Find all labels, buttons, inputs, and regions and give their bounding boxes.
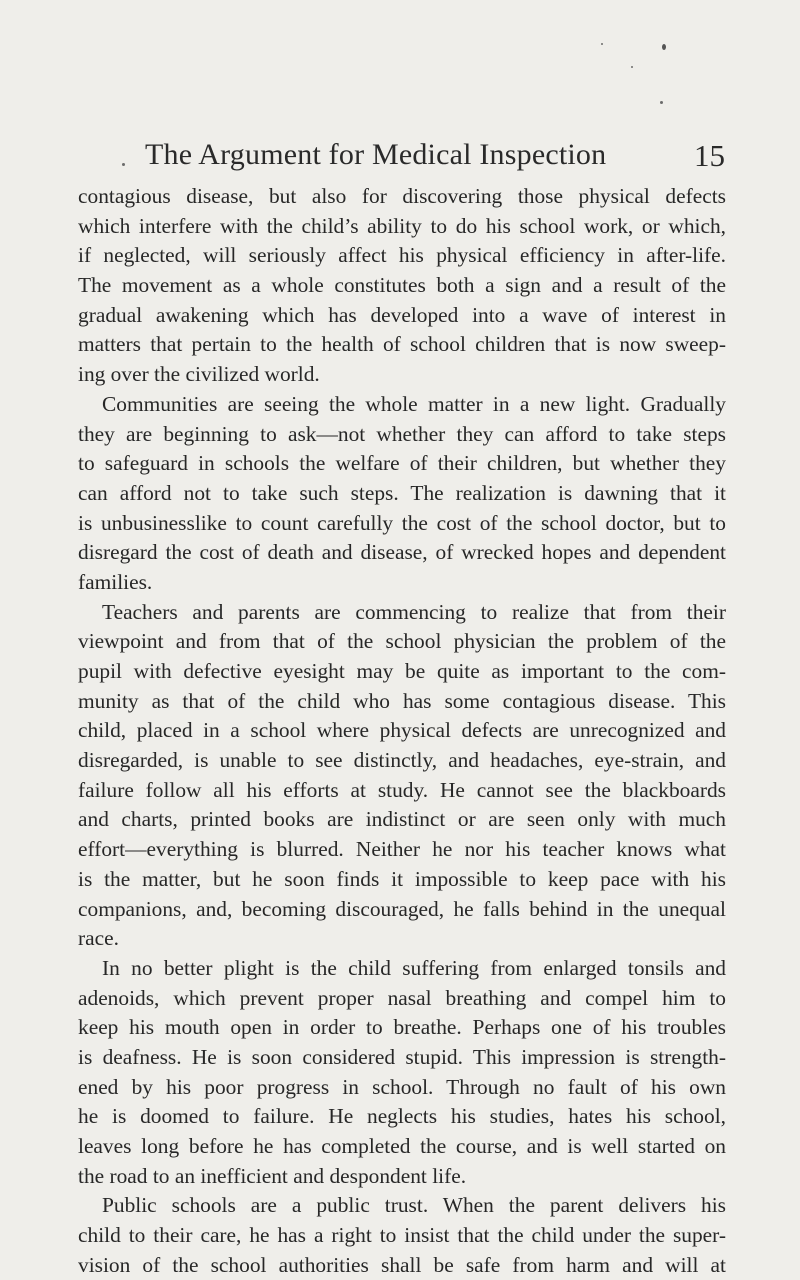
page-header — [145, 138, 725, 178]
paragraph-start-line: In no better plight is the child suffering from enlarged tonsils and — [102, 955, 726, 980]
ink-speck — [122, 163, 125, 166]
text-line: matters that pertain to the health of school children that is now sweep- — [78, 332, 726, 357]
ink-speck — [662, 44, 666, 50]
text-line: keep his mouth open in order to breathe. Perhaps one of his troubles — [78, 1015, 726, 1040]
text-line: effort—everything is blurred. Neither he nor his teacher knows what — [78, 837, 726, 862]
text-line: leaves long before he has completed the course, and is well started on — [78, 1134, 726, 1158]
text-line: vision of the school authorities shall be safe from harm and will at — [78, 1252, 726, 1277]
paragraph-end-line: ing over the civilized world. — [78, 362, 320, 387]
text-line: companions, and, becoming discouraged, he falls behind in the unequal — [78, 896, 726, 921]
ink-speck — [660, 101, 663, 104]
text-line: is the matter, but he soon finds it impossible to keep pace with his — [78, 866, 726, 891]
paragraph-start-line: Public schools are a public trust. When the parent delivers his — [102, 1193, 726, 1218]
ink-speck — [631, 66, 633, 68]
text-line: ened by his poor progress in school. Through no fault of his own — [78, 1074, 726, 1099]
text-line: failure follow all his efforts at study. He cannot see the blackboards — [78, 777, 726, 802]
text-line: munity as that of the child who has some contagious disease. This — [78, 688, 726, 713]
text-line: viewpoint and from that of the school physician the problem of the — [78, 629, 726, 654]
text-line: which interfere with the child’s ability to do his school work, or which, — [78, 213, 726, 238]
text-line: and charts, printed books are indistinct or are seen only with much — [78, 807, 726, 832]
body-text — [78, 182, 726, 1280]
text-line: adenoids, which prevent proper nasal breathing and compel him to — [78, 985, 726, 1010]
paragraph-end-line: race. — [78, 926, 119, 951]
paragraph-start-line: Teachers and parents are commencing to realize that from their — [102, 599, 726, 624]
text-line: pupil with defective eyesight may be quite as important to the com- — [78, 659, 726, 683]
paragraph-end-line: families. — [78, 569, 153, 594]
text-line: is unbusinesslike to count carefully the cost of the school doctor, but to — [78, 510, 726, 535]
text-line: can afford not to take such steps. The realization is dawning that it — [78, 480, 726, 505]
text-line: child to their care, he has a right to insist that the child under the super- — [78, 1223, 726, 1248]
text-line: to safeguard in schools the welfare of their children, but whether they — [78, 451, 726, 476]
text-line: contagious disease, but also for discovering those physical defects — [78, 184, 726, 208]
text-line: disregard the cost of death and disease, of wrecked hopes and dependent — [78, 540, 726, 565]
text-line: disregarded, is unable to see distinctly, and headaches, eye-strain, and — [78, 748, 726, 773]
text-line: child, placed in a school where physical defects are unrecognized and — [78, 718, 726, 743]
page-number: 15 — [694, 138, 725, 173]
text-line: he is doomed to failure. He neglects his studies, hates his school, — [78, 1104, 726, 1129]
text-line: is deafness. He is soon considered stupid. This impression is strength- — [78, 1044, 726, 1069]
text-line: if neglected, will seriously affect his physical efficiency in after-life. — [78, 243, 726, 268]
paragraph-start-line: Communities are seeing the whole matter in a new light. Gradually — [102, 391, 726, 416]
text-line: they are beginning to ask—not whether they can afford to take steps — [78, 421, 726, 446]
paragraph-end-line: the road to an inefficient and despondent life. — [78, 1163, 467, 1188]
text-line: gradual awakening which has developed into a wave of interest in — [78, 302, 726, 327]
running-title: The Argument for Medical Inspection — [145, 138, 607, 171]
ink-speck — [601, 43, 603, 45]
text-line: The movement as a whole constitutes both a sign and a result of the — [78, 273, 726, 298]
